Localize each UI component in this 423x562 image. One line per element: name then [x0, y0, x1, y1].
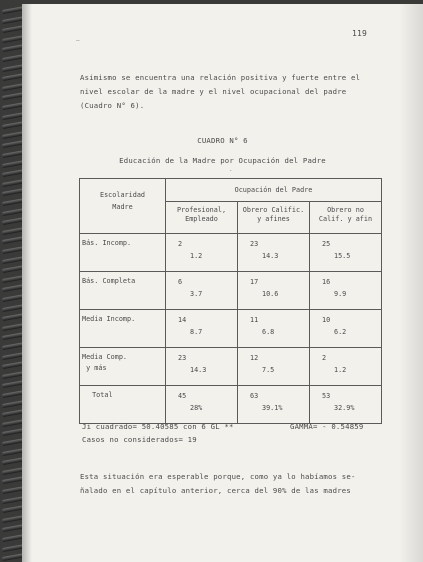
data-table: [79, 178, 382, 424]
column-header-line: y afines: [257, 215, 290, 223]
column-header-line: Empleado: [185, 215, 218, 223]
closing-line: ñalado en el capítulo anterior, cerca del 90% de las madres: [80, 485, 351, 495]
intro-line: nivel escolar de la madre y el nivel ocupacional del padre: [80, 86, 347, 96]
table-cell: [310, 348, 382, 386]
cell-percent: 39.1%: [262, 404, 283, 412]
row-label: [80, 310, 166, 348]
table-number: CUADRO N° 6: [197, 136, 248, 145]
table-row: [80, 310, 382, 348]
column-header-line: Profesional,: [176, 206, 227, 214]
cell-count: 16: [322, 278, 331, 286]
intro-line: Asimismo se encuentra una relación positiva y fuerte entre el: [80, 73, 361, 82]
document-page: [22, 4, 423, 562]
column-group-header: Ocupación del Padre: [166, 179, 382, 202]
cell-count: 53: [322, 392, 331, 400]
cell-percent: 6.8: [262, 328, 275, 336]
cell-percent: 15.5: [334, 252, 351, 260]
chi-square-note: Ji cuadrado= 50.40585 con 6 GL **: [82, 422, 234, 431]
cell-percent: 8.7: [190, 328, 203, 336]
intro-line: (Cuadro N° 6).: [80, 100, 145, 110]
cell-percent: 14.3: [262, 252, 279, 260]
column-header-line: Obrero Calific.: [242, 206, 305, 214]
cases-note: Casos no considerados= 19: [82, 435, 197, 444]
table-cell: [310, 272, 382, 310]
table-cell: [166, 386, 238, 424]
column-header: [238, 202, 310, 234]
caption-dot: .: [229, 166, 233, 173]
table-row: [80, 234, 382, 272]
table-cell: [310, 234, 382, 272]
table-cell: [310, 386, 382, 424]
column-header: [166, 202, 238, 234]
cell-count: 2: [178, 240, 183, 248]
table-cell: [238, 348, 310, 386]
cell-count: 12: [250, 354, 259, 362]
table-cell: [238, 234, 310, 272]
gamma-note: GAMMA= - 0.54859: [290, 422, 364, 431]
row-label: [80, 272, 166, 310]
cell-count: 63: [250, 392, 259, 400]
row-label-line: Media Incomp.: [82, 315, 136, 323]
closing-line: Esta situación era esperable porque, como ya lo habíamos se-: [80, 472, 356, 481]
table-cell: [310, 310, 382, 348]
cell-count: 2: [322, 354, 327, 362]
cell-count: 17: [250, 278, 259, 286]
cell-percent: 7.5: [262, 366, 275, 374]
cell-percent: 3.7: [190, 290, 203, 298]
table-cell: [238, 386, 310, 424]
row-label-line: Media Comp.: [82, 353, 128, 361]
row-label: [80, 234, 166, 272]
row-header-line: Madre: [112, 203, 133, 211]
cell-percent: 6.2: [334, 328, 347, 336]
page-number: 119: [352, 29, 368, 38]
page-shadow: [399, 4, 423, 562]
table-cell: [166, 272, 238, 310]
cell-count: 45: [178, 392, 187, 400]
row-label-line: Total: [88, 391, 113, 399]
table-cell: [238, 310, 310, 348]
row-label-line: Bás. Incomp.: [82, 239, 132, 247]
table-title: Educación de la Madre por Ocupación del Padre: [119, 156, 326, 165]
column-header-line: Obrero no: [327, 206, 364, 214]
row-label-line: y más: [82, 364, 107, 372]
cell-count: 23: [250, 240, 259, 248]
row-header-line: Escolaridad: [99, 191, 145, 199]
table-cell: [166, 348, 238, 386]
page-edge-shadow: [22, 4, 32, 562]
table-cell: [166, 310, 238, 348]
table-row-total: [80, 386, 382, 424]
table-row: [80, 348, 382, 386]
cell-count: 14: [178, 316, 187, 324]
row-label-line: Bás. Completa: [82, 277, 136, 285]
table-cell: [166, 234, 238, 272]
cell-percent: 28%: [190, 404, 203, 412]
cell-percent: 9.9: [334, 290, 347, 298]
closing-paragraph: [80, 470, 380, 498]
row-label: [80, 386, 166, 424]
cell-percent: 1.2: [334, 366, 347, 374]
column-header: [310, 202, 382, 234]
cell-percent: 1.2: [190, 252, 203, 260]
cell-percent: 32.9%: [334, 404, 355, 412]
cell-percent: 10.6: [262, 290, 279, 298]
table-cell: [238, 272, 310, 310]
row-label: [80, 348, 166, 386]
cell-count: 10: [322, 316, 331, 324]
cell-count: 23: [178, 354, 187, 362]
cell-count: 6: [178, 278, 183, 286]
intro-paragraph: [80, 71, 380, 112]
column-header-line: Calif. y afin: [318, 215, 373, 223]
table-row: [80, 272, 382, 310]
row-header: [80, 179, 166, 234]
margin-mark: —: [76, 37, 80, 44]
cell-count: 11: [250, 316, 259, 324]
cell-count: 25: [322, 240, 331, 248]
cell-percent: 14.3: [190, 366, 207, 374]
